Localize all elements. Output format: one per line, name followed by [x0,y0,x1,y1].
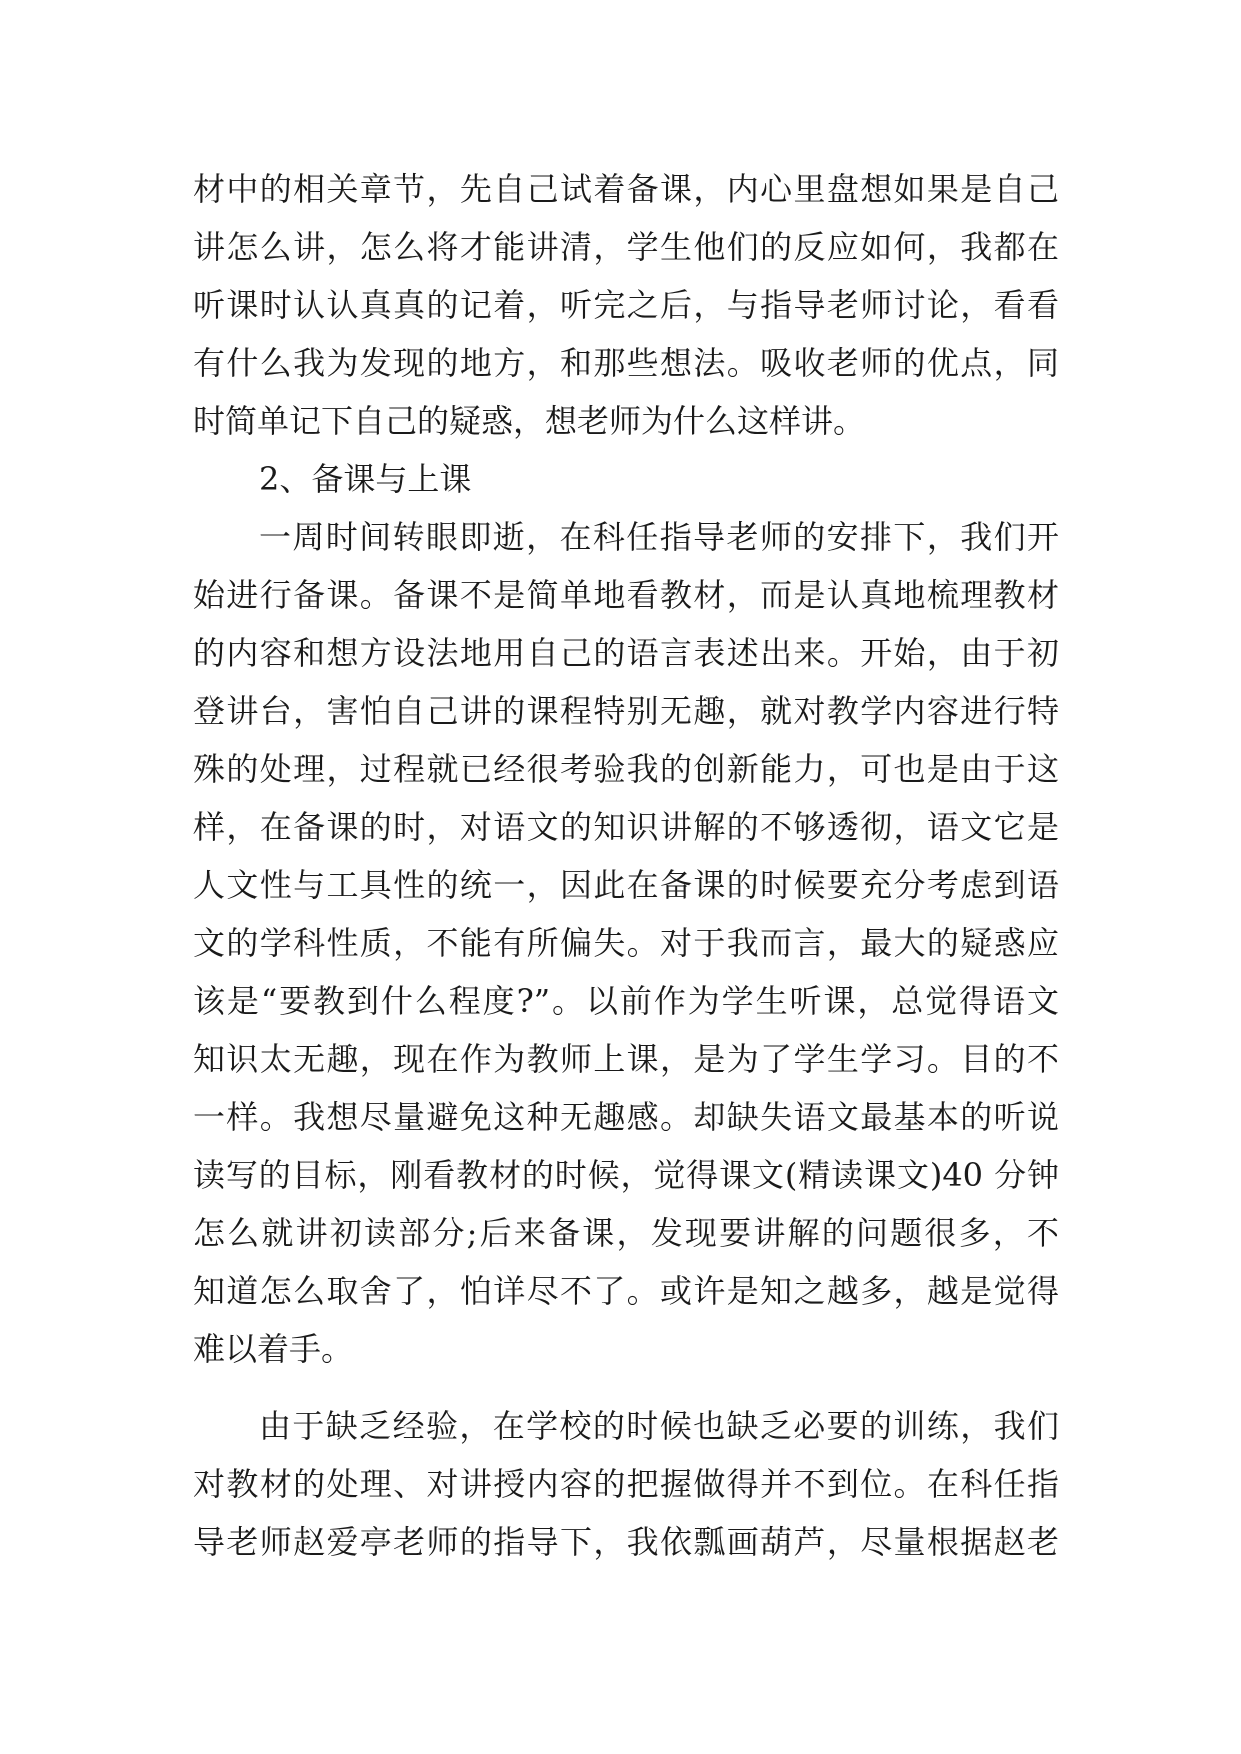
text-line: 样，在备课的时，对语文的知识讲解的不够透彻，语文它是 [193,808,1059,846]
text-line: 文的学科性质，不能有所偏失。对于我而言，最大的疑惑应 [193,924,1059,962]
text-line: 一样。我想尽量避免这种无趣感。却缺失语文最基本的听说 [193,1098,1059,1136]
text-line: 登讲台，害怕自己讲的课程特别无趣，就对教学内容进行特 [193,692,1059,730]
paragraph-spacer [193,1378,1059,1397]
text-line: 殊的处理，过程就已经很考验我的创新能力，可也是由于这 [193,750,1059,788]
text-line: 难以着手。 [193,1330,354,1368]
text-line: 听课时认认真真的记着，听完之后，与指导老师讨论，看看 [193,286,1059,324]
paragraph [193,160,1059,450]
text-line: 由于缺乏经验，在学校的时候也缺乏必要的训练，我们 [259,1407,1059,1445]
text-line: 对教材的处理、对讲授内容的把握做得并不到位。在科任指 [193,1465,1059,1503]
text-line: 知识太无趣，现在作为教师上课，是为了学生学习。目的不 [193,1040,1059,1078]
text-line: 有什么我为发现的地方，和那些想法。吸收老师的优点，同 [193,344,1059,382]
paragraph [193,1397,1059,1571]
section-heading [193,450,1059,508]
text-line: 导老师赵爱亭老师的指导下，我依瓢画葫芦，尽量根据赵老 [193,1523,1059,1561]
text-line: 时简单记下自己的疑惑，想老师为什么这样讲。 [193,402,866,440]
text-line: 该是“要教到什么程度?”。以前作为学生听课，总觉得语文 [193,982,1059,1020]
text-line: 的内容和想方设法地用自己的语言表述出来。开始，由于初 [193,634,1059,672]
text-line: 讲怎么讲，怎么将才能讲清，学生他们的反应如何，我都在 [193,228,1059,266]
text-line: 一周时间转眼即逝，在科任指导老师的安排下，我们开 [259,518,1059,556]
text-line: 人文性与工具性的统一，因此在备课的时候要充分考虑到语 [193,866,1059,904]
text-line: 材中的相关章节，先自己试着备课，内心里盘想如果是自己 [193,170,1059,208]
text-line: 知道怎么取舍了，怕详尽不了。或许是知之越多，越是觉得 [193,1272,1059,1310]
text-line: 怎么就讲初读部分;后来备课，发现要讲解的问题很多，不 [193,1214,1059,1252]
text-line: 2、备课与上课 [259,460,472,498]
paragraph [193,508,1059,1378]
text-line: 始进行备课。备课不是简单地看教材，而是认真地梳理教材 [193,576,1059,614]
document-body [193,160,1059,1571]
text-line: 读写的目标，刚看教材的时候，觉得课文(精读课文)40 分钟 [193,1156,1059,1194]
